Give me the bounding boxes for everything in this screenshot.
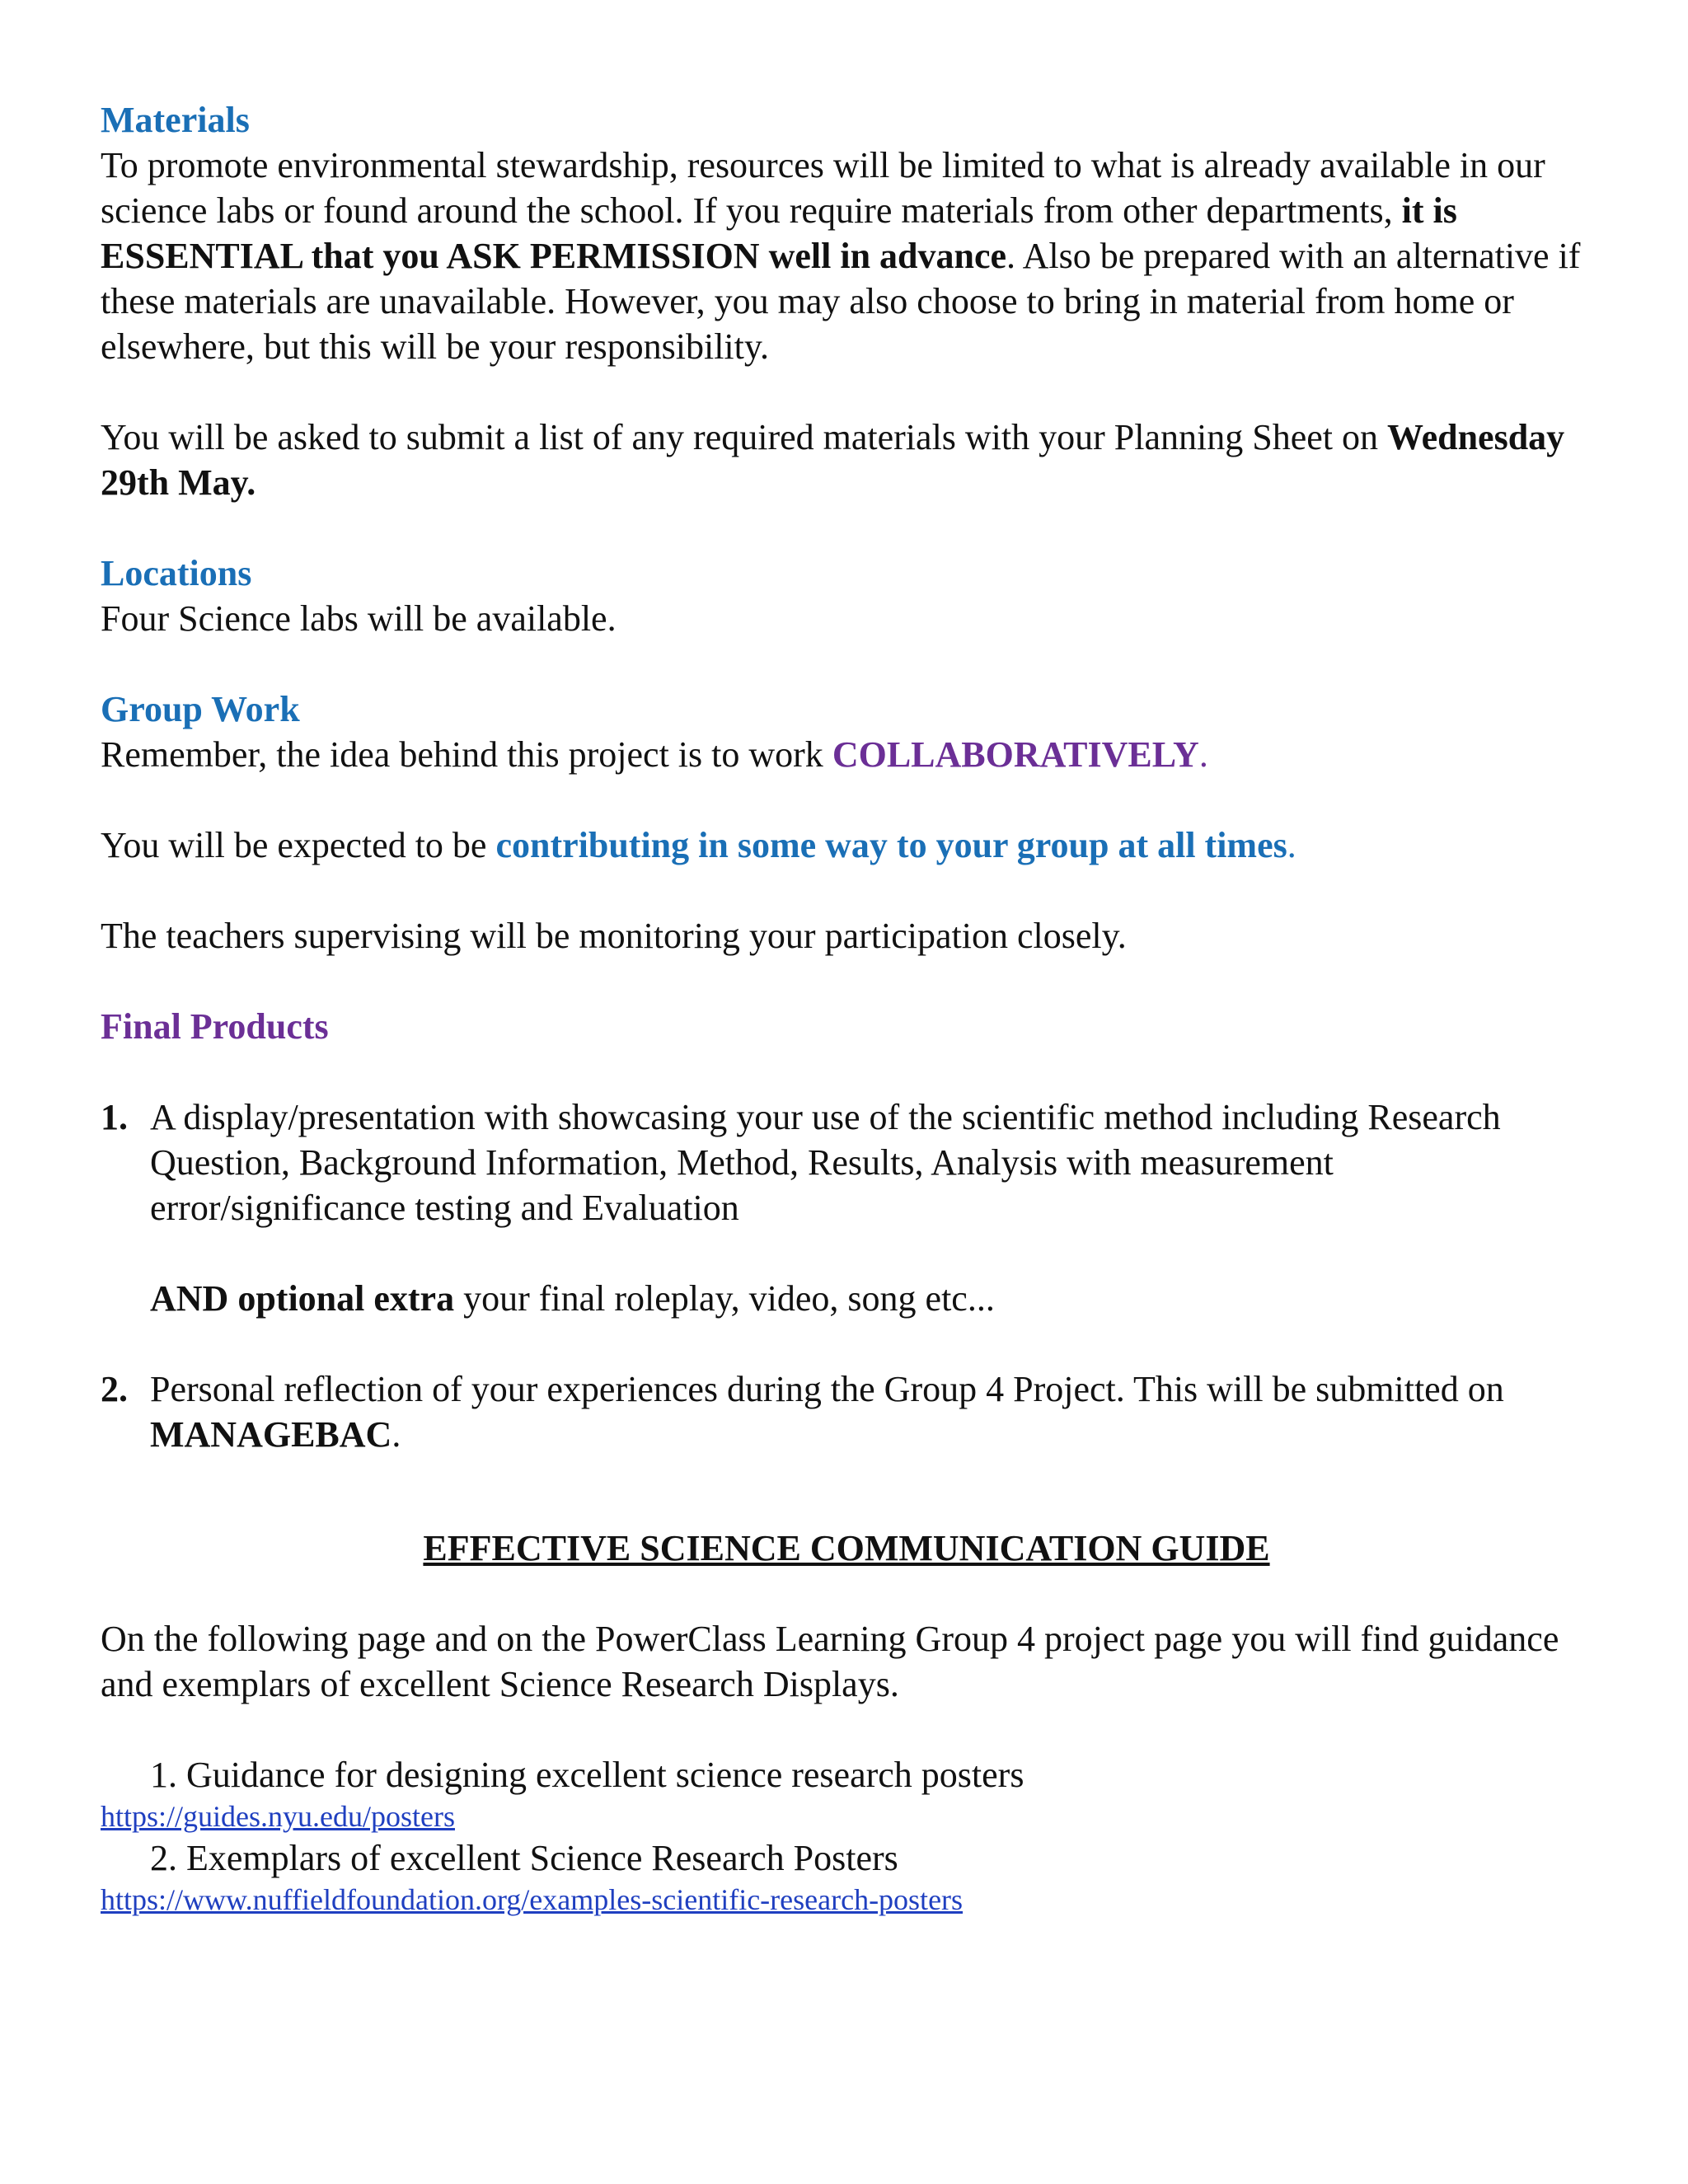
reflection-text: Personal reflection of your experiences during the Group 4 Project. This will be submitted on <box>150 1369 1504 1409</box>
reflection-end: . <box>392 1414 401 1455</box>
submission-date: Wednesday 29th May. <box>101 417 1565 503</box>
guide-title: EFFECTIVE SCIENCE COMMUNICATION GUIDE <box>423 1528 1270 1568</box>
guide-intro: On the following page and on the PowerClass Learning Group 4 project page you will find guidance and exemplars of excellent Science Research Displays. <box>101 1619 1559 1704</box>
final-products-heading: Final Products <box>101 1006 329 1047</box>
guide-link-1[interactable]: https://guides.nyu.edu/posters <box>101 1800 455 1833</box>
optional-extra-text: your final roleplay, video, song etc... <box>454 1278 995 1319</box>
item-number: 1. <box>101 1097 128 1137</box>
final-product-item-2 <box>101 1366 1592 1457</box>
guide-item-1: 1. Guidance for designing excellent science research posters <box>150 1755 1025 1795</box>
submission-text: You will be asked to submit a list of any required materials with your Planning Sheet on <box>101 417 1387 457</box>
locations-text: Four Science labs will be available. <box>101 598 617 639</box>
materials-heading: Materials <box>101 100 250 140</box>
contribution-end: . <box>1287 825 1296 865</box>
collaboratively-emphasis: COLLABORATIVELY <box>832 734 1199 775</box>
optional-extra-label: AND optional extra <box>150 1278 455 1319</box>
guide-item-2: 2. Exemplars of excellent Science Research Posters <box>150 1838 898 1878</box>
collaboration-paragraph <box>101 732 1592 777</box>
collaboration-end: . <box>1198 734 1208 775</box>
item-text <box>150 1366 1592 1457</box>
materials-text: To promote environmental stewardship, resources will be limited to what is already available in our science labs or found around the school. If you require materials from other departments, <box>101 145 1545 231</box>
contribution-text: You will be expected to be <box>101 825 496 865</box>
materials-text-end: . Also be prepared with an alternative if these materials are unavailable. However, you may also choose to bring in material from home or elsewhere, but this will be your responsibility. <box>101 236 1581 367</box>
item-text: A display/presentation with showcasing your use of the scientific method including Research Question, Background Information, Method, Results, Analysis with measurement error/significance testing and Evaluation <box>150 1097 1501 1228</box>
group-work-heading: Group Work <box>101 689 300 729</box>
contribution-emphasis: contributing in some way to your group at all times <box>495 825 1287 865</box>
contribution-paragraph <box>101 823 1592 868</box>
collaboration-text: Remember, the idea behind this project is to work <box>101 734 832 775</box>
submission-paragraph <box>101 415 1592 505</box>
guide-link-2[interactable]: https://www.nuffieldfoundation.org/examples-scientific-research-posters <box>101 1883 964 1916</box>
locations-heading: Locations <box>101 553 252 593</box>
document-page <box>101 97 1592 1919</box>
supervision-paragraph: The teachers supervising will be monitoring your participation closely. <box>101 916 1127 956</box>
permission-emphasis: it is ESSENTIAL that you ASK PERMISSION well in advance <box>101 190 1457 276</box>
final-product-item-1 <box>101 1094 1592 1321</box>
managebac-label: MANAGEBAC <box>150 1414 392 1455</box>
item-number: 2. <box>101 1369 128 1409</box>
optional-extra-line <box>150 1276 1592 1321</box>
materials-paragraph <box>101 143 1592 369</box>
